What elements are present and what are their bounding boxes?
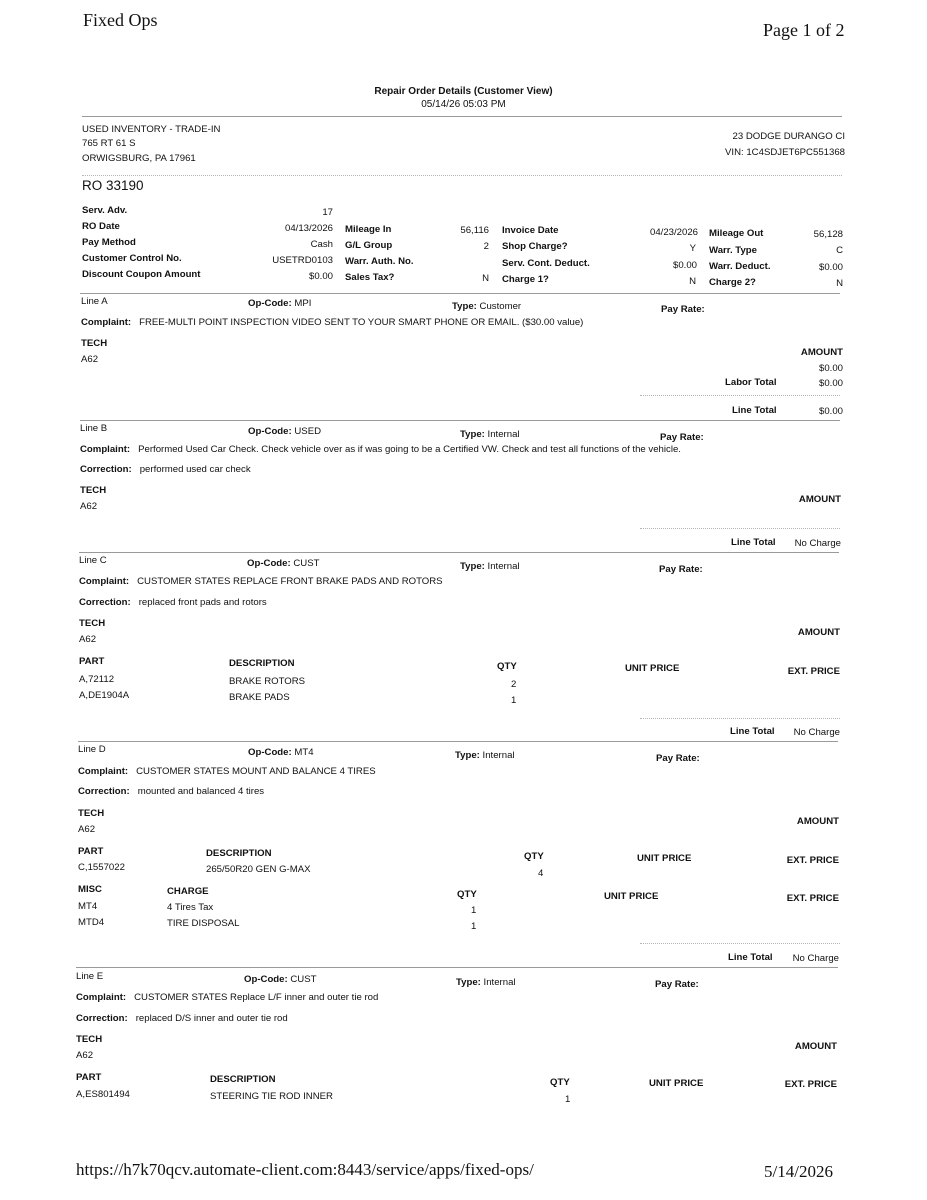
part-number: C,1557022: [78, 862, 125, 873]
part-number: A,DE1904A: [79, 690, 130, 701]
complaint-text: Performed Used Car Check. Check vehicle over as if was going to be a Certified VW. Check and test all functions of the vehicle.: [138, 444, 681, 455]
discount-coupon-label: Discount Coupon Amount: [82, 269, 201, 280]
correction-text: replaced front pads and rotors: [138, 597, 267, 608]
amount-label: AMOUNT: [796, 816, 839, 827]
part-description: BRAKE PADS: [229, 692, 290, 703]
charge-header: CHARGE: [167, 886, 209, 897]
divider: [78, 741, 838, 742]
charge2-value: N: [836, 278, 843, 289]
opcode-label: Op-Code:: [248, 426, 292, 437]
tech-label: TECH: [81, 338, 108, 349]
divider: [82, 116, 842, 117]
print-header-page: Page 1 of 2: [763, 20, 845, 40]
print-header-title: Fixed Ops: [83, 10, 158, 30]
warr-type-value: C: [836, 245, 843, 256]
description-header: DESCRIPTION: [229, 658, 295, 669]
warr-auth-label: Warr. Auth. No.: [345, 256, 414, 267]
amount-label: AMOUNT: [797, 627, 840, 638]
part-description: BRAKE ROTORS: [229, 676, 306, 687]
unit-price-header: UNIT PRICE: [625, 663, 680, 674]
ext-price-header: EXT. PRICE: [786, 893, 839, 904]
line-total-value: No Charge: [793, 727, 840, 738]
discount-coupon-value: $0.00: [308, 271, 333, 282]
charge1-label: Charge 1?: [502, 274, 549, 285]
complaint-label: Complaint:: [76, 992, 127, 1003]
opcode-value: CUST: [293, 558, 320, 569]
type-label: Type:: [456, 977, 481, 988]
correction-text: replaced D/S inner and outer tie rod: [135, 1013, 288, 1024]
complaint-text: CUSTOMER STATES Replace L/F inner and outer tie rod: [134, 992, 379, 1003]
divider: [640, 943, 840, 944]
tech-label: TECH: [76, 1034, 103, 1045]
amount-label: AMOUNT: [794, 1041, 837, 1052]
misc-header: MISC: [78, 884, 102, 895]
warr-deduct-value: $0.00: [818, 262, 843, 273]
labor-total-value: $0.00: [818, 378, 843, 389]
divider: [80, 420, 840, 421]
opcode-label: Op-Code:: [247, 558, 291, 569]
tech-value: A62: [78, 824, 96, 835]
line-total-value: $0.00: [818, 406, 843, 417]
opcode-label: Op-Code:: [244, 974, 288, 985]
part-number: A,72112: [79, 674, 115, 685]
part-description: 265/50R20 GEN G-MAX: [206, 864, 311, 875]
vehicle-vin: VIN: 1C4SDJET6PC551368: [725, 147, 845, 158]
part-header: PART: [78, 846, 104, 857]
amount-value: $0.00: [818, 363, 843, 374]
description-header: DESCRIPTION: [206, 848, 272, 859]
opcode-value: MPI: [294, 298, 312, 309]
part-description: STEERING TIE ROD INNER: [210, 1091, 333, 1102]
print-footer-date: 5/14/2026: [764, 1162, 833, 1181]
correction-label: Correction:: [78, 786, 130, 797]
type-label: Type:: [460, 429, 485, 440]
part-number: A,ES801494: [76, 1089, 130, 1100]
warr-type-label: Warr. Type: [709, 245, 757, 256]
line-name: Line E: [76, 971, 104, 982]
divider: [640, 395, 840, 396]
part-qty: 1: [511, 695, 517, 706]
opcode-value: USED: [294, 426, 322, 437]
complaint-label: Complaint:: [78, 766, 129, 777]
invoice-date-value: 04/23/2026: [649, 227, 698, 238]
misc-code: MT4: [78, 901, 98, 912]
opcode-value: CUST: [290, 974, 317, 985]
ext-price-header: EXT. PRICE: [784, 1079, 837, 1090]
line-name: Line B: [80, 423, 108, 434]
type-value: Internal: [487, 429, 520, 440]
correction-text: performed used car check: [139, 464, 251, 475]
type-value: Customer: [479, 301, 522, 312]
complaint-text: FREE-MULTI POINT INSPECTION VIDEO SENT TO YOUR SMART PHONE OR EMAIL. ($30.00 value): [139, 317, 584, 328]
type-value: Internal: [483, 977, 516, 988]
serv-adv-value: 17: [322, 207, 333, 218]
qty-header: QTY: [550, 1077, 570, 1088]
complaint-label: Complaint:: [81, 317, 132, 328]
ext-price-header: EXT. PRICE: [787, 666, 840, 677]
line-total-label: Line Total: [732, 405, 777, 416]
gl-group-label: G/L Group: [345, 240, 393, 251]
serv-adv-label: Serv. Adv.: [82, 205, 128, 216]
qty-header: QTY: [457, 889, 477, 900]
divider: [82, 175, 842, 176]
correction-label: Correction:: [76, 1013, 128, 1024]
part-header: PART: [79, 656, 105, 667]
vehicle-description: 23 DODGE DURANGO CI: [732, 131, 845, 142]
line-total-value: No Charge: [792, 953, 839, 964]
qty-header: QTY: [524, 851, 544, 862]
report-datetime: 05/14/26 05:03 PM: [421, 99, 506, 110]
complaint-label: Complaint:: [80, 444, 131, 455]
pay-rate-label: Pay Rate:: [656, 753, 700, 764]
divider: [79, 552, 839, 553]
divider: [640, 528, 840, 529]
misc-charge: TIRE DISPOSAL: [167, 918, 240, 929]
unit-price-header: UNIT PRICE: [637, 853, 692, 864]
customer-control-value: USETRD0103: [272, 255, 333, 266]
pay-method-label: Pay Method: [82, 237, 136, 248]
pay-rate-label: Pay Rate:: [655, 979, 699, 990]
tech-value: A62: [80, 501, 98, 512]
invoice-date-label: Invoice Date: [502, 225, 559, 236]
complaint-text: CUSTOMER STATES MOUNT AND BALANCE 4 TIRES: [136, 766, 376, 777]
mileage-out-value: 56,128: [813, 229, 843, 240]
charge2-label: Charge 2?: [709, 277, 756, 288]
tech-label: TECH: [78, 808, 105, 819]
opcode-label: Op-Code:: [248, 747, 292, 758]
description-header: DESCRIPTION: [210, 1074, 276, 1085]
pay-method-value: Cash: [310, 239, 333, 250]
gl-group-value: 2: [483, 241, 489, 252]
charge1-value: N: [689, 276, 696, 287]
qty-header: QTY: [497, 661, 517, 672]
complaint-label: Complaint:: [79, 576, 130, 587]
mileage-in-value: 56,116: [460, 225, 489, 236]
shop-charge-value: Y: [689, 243, 696, 254]
correction-text: mounted and balanced 4 tires: [137, 786, 265, 797]
type-label: Type:: [460, 561, 485, 572]
ext-price-header: EXT. PRICE: [786, 855, 839, 866]
pay-rate-label: Pay Rate:: [659, 564, 703, 575]
print-footer-url: https://h7k70qcv.automate-client.com:8443/service/apps/fixed-ops/: [76, 1160, 534, 1179]
part-qty: 2: [511, 679, 517, 690]
tech-value: A62: [81, 354, 99, 365]
complaint-text: CUSTOMER STATES REPLACE FRONT BRAKE PADS AND ROTORS: [137, 576, 443, 587]
pay-rate-label: Pay Rate:: [661, 304, 705, 315]
ro-date-value: 04/13/2026: [284, 223, 333, 234]
line-name: Line C: [79, 555, 107, 566]
line-total-label: Line Total: [731, 537, 776, 548]
customer-control-label: Customer Control No.: [82, 253, 182, 264]
sales-tax-label: Sales Tax?: [345, 272, 395, 283]
customer-address-line1: 765 RT 61 S: [82, 138, 136, 149]
line-total-label: Line Total: [730, 726, 775, 737]
correction-label: Correction:: [80, 464, 132, 475]
line-total-value: No Charge: [794, 538, 841, 549]
tech-value: A62: [79, 634, 97, 645]
correction-label: Correction:: [79, 597, 131, 608]
misc-qty: 1: [471, 905, 477, 916]
type-label: Type:: [455, 750, 480, 761]
divider: [640, 718, 840, 719]
type-value: Internal: [487, 561, 520, 572]
part-header: PART: [76, 1072, 102, 1083]
serv-cont-deduct-label: Serv. Cont. Deduct.: [502, 258, 590, 269]
opcode-value: MT4: [294, 747, 314, 758]
mileage-out-label: Mileage Out: [709, 228, 764, 239]
unit-price-header: UNIT PRICE: [604, 891, 659, 902]
warr-deduct-label: Warr. Deduct.: [709, 261, 771, 272]
line-name: Line D: [78, 744, 106, 755]
customer-name: USED INVENTORY - TRADE-IN: [82, 124, 221, 135]
ro-number: RO 33190: [82, 178, 144, 193]
part-qty: 4: [538, 868, 544, 879]
type-label: Type:: [452, 301, 477, 312]
part-qty: 1: [565, 1094, 571, 1105]
tech-value: A62: [76, 1050, 94, 1061]
amount-label: AMOUNT: [800, 347, 843, 358]
tech-label: TECH: [79, 618, 106, 629]
line-name: Line A: [81, 296, 108, 307]
sales-tax-value: N: [482, 273, 489, 284]
misc-qty: 1: [471, 921, 477, 932]
pay-rate-label: Pay Rate:: [660, 432, 704, 443]
customer-address-line2: ORWIGSBURG, PA 17961: [82, 153, 196, 164]
mileage-in-label: Mileage In: [345, 224, 392, 235]
unit-price-header: UNIT PRICE: [649, 1078, 704, 1089]
line-total-label: Line Total: [728, 952, 773, 963]
labor-total-label: Labor Total: [725, 377, 777, 388]
type-value: Internal: [482, 750, 515, 761]
shop-charge-label: Shop Charge?: [502, 241, 568, 252]
serv-cont-deduct-value: $0.00: [672, 260, 697, 271]
divider: [80, 293, 840, 294]
misc-charge: 4 Tires Tax: [167, 902, 214, 913]
ro-date-label: RO Date: [82, 221, 120, 232]
amount-label: AMOUNT: [798, 494, 841, 505]
report-title: Repair Order Details (Customer View): [374, 86, 553, 97]
opcode-label: Op-Code:: [248, 298, 292, 309]
tech-label: TECH: [80, 485, 107, 496]
misc-code: MTD4: [78, 917, 105, 928]
divider: [76, 967, 838, 968]
